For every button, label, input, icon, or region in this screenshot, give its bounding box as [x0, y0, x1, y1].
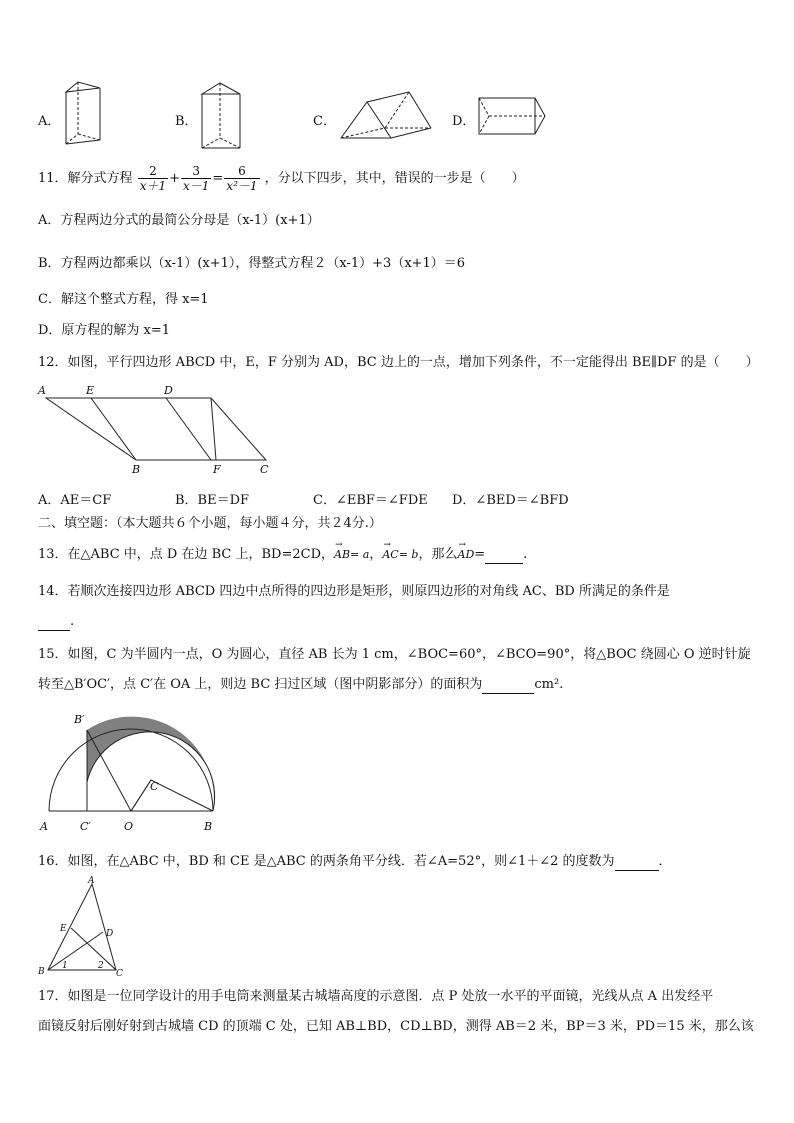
q16-angle-1: 1: [62, 961, 68, 971]
q16-label-c: C: [116, 969, 123, 979]
q13-stem: 13．在△ABC 中，点 D 在边 BC 上，BD=2CD，→ AB= a，→ AC= b，那么→ AD= .: [38, 547, 527, 564]
q10-option-b-label: B．: [175, 114, 198, 129]
q13-vector-ab: → AB: [334, 547, 350, 563]
q12-option-b: B．BE＝DF: [175, 493, 250, 508]
q13-vector-ac: → AC: [382, 547, 398, 563]
q15-label-c: C: [150, 780, 159, 793]
q10-option-c-label: C．: [313, 114, 336, 129]
q15-stem-line1: 15．如图，C 为半圆内一点，O 为圆心，直径 AB 长为 1 cm，∠BOC=60°，∠BCO=90°，将△BOC 绕圆心 O 逆时针旋: [38, 647, 751, 662]
q17-stem-line2: 面镜反射后刚好射到古城墙 CD 的顶端 C 处，已知 AB⊥BD，CD⊥BD，测得 AB＝2 米，BP＝3 米，PD＝15 米，那么该: [38, 1019, 754, 1034]
q11-option-a: A．方程两边分式的最简公分母是（x-1）(x+1）: [38, 213, 320, 228]
q11-fraction-1: $\frac{2}{x+1}$: [139, 164, 167, 193]
q11-fraction-2: $\frac{3}{x-1}$: [183, 164, 210, 193]
q15-label-b: B: [204, 820, 213, 833]
q12-label-e: E: [86, 384, 95, 397]
q10-option-d-label: D．: [452, 114, 476, 129]
q12-label-d: D: [164, 384, 173, 397]
q13-answer-blank: [485, 547, 523, 564]
q16-label-d: D: [106, 929, 114, 939]
q11-option-c: C．解这个整式方程，得 x=1: [38, 292, 209, 307]
q12-option-a: A．AE＝CF: [38, 493, 112, 508]
q15-answer-blank: [482, 677, 534, 694]
q16-stem: 16．如图，在△ABC 中，BD 和 CE 是△ABC 的两条角平分线．若∠A=52°，则∠1＋∠2 的度数为 ．: [38, 854, 672, 869]
q15-label-o: O: [124, 820, 134, 833]
q10-figure-a: [62, 80, 106, 150]
q10-option-a-label: A．: [38, 114, 61, 129]
q12-label-a: A: [38, 384, 46, 397]
section-fill-in-title: 二、填空题：（本大题共６个小题，每小题４分，共２4分.）: [38, 516, 382, 531]
q12-label-f: F: [213, 463, 221, 476]
q14-answer-blank: [38, 614, 70, 631]
q12-label-c: C: [260, 463, 269, 476]
q16-answer-blank: [615, 854, 659, 871]
q16-label-b: B: [38, 967, 45, 977]
q16-label-a: A: [88, 876, 95, 886]
q11-option-b: B．方程两边都乘以（x-1）(x+1），得整式方程２（x-1）+3（x+1）＝6: [38, 256, 466, 271]
q11-option-d: D．原方程的解为 x=1: [38, 323, 171, 338]
q15-label-b-prime: B′: [74, 713, 85, 726]
q10-figure-d: [475, 94, 549, 140]
q13-vector-ad: → AD: [458, 547, 475, 563]
q12-option-c: C．∠EBF＝∠FDE: [313, 493, 428, 508]
q11-fraction-3: $\frac{6}{\text{x²－1}}$: [226, 164, 258, 193]
q12-label-b: B: [132, 463, 141, 476]
q12-parallelogram-figure: [36, 382, 286, 476]
q15-stem-line2: 转至△B′OC′，点 C′在 OA 上，则边 BC 扫过区域（图中阴影部分）的面积为 cm².: [38, 677, 564, 692]
q15-label-a: A: [40, 820, 48, 833]
q17-stem-line1: 17．如图是一位同学设计的用手电筒来测量某古城墙高度的示意图．点 P 处放一水平的平面镜，光线从点 A 出发经平: [38, 989, 714, 1004]
q12-option-d: D．∠BED＝∠BFD: [452, 493, 569, 508]
q12-stem: 12．如图，平行四边形 ABCD 中，E，F 分别为 AD，BC 边上的一点，增加下列条件，不一定能得出 BE∥DF 的是（ ）: [38, 355, 759, 370]
q10-figure-c: [337, 88, 435, 144]
q14-answer-line: .: [38, 614, 74, 631]
q15-semicircle-figure: [36, 708, 228, 836]
q16-angle-2: 2: [98, 961, 104, 971]
q15-label-c-prime: C′: [80, 820, 91, 833]
q14-stem: 14．若顺次连接四边形 ABCD 四边中点所得的四边形是矩形，则原四边形的对角线 AC、BD 所满足的条件是: [38, 584, 670, 599]
q16-triangle-figure: [36, 874, 126, 980]
q10-figure-b: [198, 80, 244, 152]
q16-label-e: E: [60, 924, 67, 934]
q11-stem: 11．解分式方程 $\frac{2}{x+1}$ + $\frac{3}{x-1}$ = $\frac{6}{\text{x²－1}}$ ，分以下四步，其中，错误的一步是（ ）: [38, 164, 525, 193]
